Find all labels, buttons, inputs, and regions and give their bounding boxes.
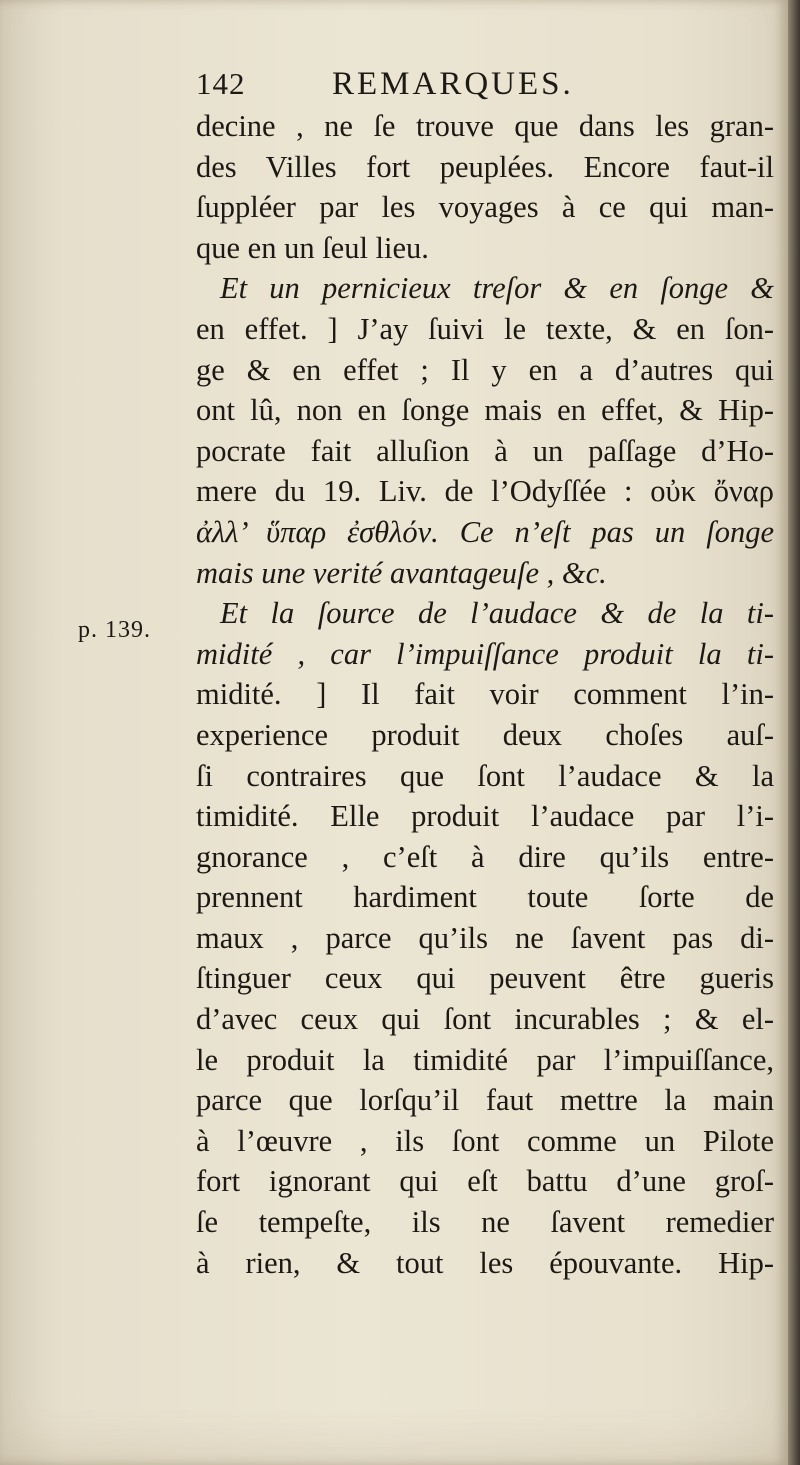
text-line: en effet. ] J’ay ſuivi le texte, & en ſon- [196, 311, 774, 346]
text-line: ἀλλ’ ὕπαρ ἐσθλόν. Ce n’eſt pas un ſonge [196, 514, 774, 549]
text-line: gnorance , c’eſt à dire qu’ils entre- [196, 839, 774, 874]
text-line: pocrate fait alluſion à un paſſage d’Ho- [196, 433, 774, 468]
text-line: mais une verité avantageuſe , &c. [196, 555, 607, 590]
page-edge-shadow [788, 0, 800, 1465]
text-line: ge & en effet ; Il y en a d’autres qui [196, 352, 774, 387]
running-title: REMARQUES. [332, 66, 574, 102]
text-line: midité. ] Il fait voir comment l’in- [196, 677, 774, 712]
text-line: ſi contraires que ſont l’audace & la [196, 758, 774, 793]
text-line: midité , car l’impuiſſance produit la ti- [196, 636, 774, 671]
text-line: à rien, & tout les épouvante. Hip- [196, 1245, 774, 1280]
text-line: fort ignorant qui eſt battu d’une groſ- [196, 1164, 774, 1199]
text-line: le produit la timidité par l’impuiſſance, [196, 1042, 774, 1077]
text-line: Et un pernicieux treſor & en ſonge & [220, 271, 774, 306]
page-header [196, 66, 756, 106]
text-line: maux , parce qu’ils ne ſavent pas di- [196, 920, 774, 955]
margin-reference-note: p. 139. [78, 617, 151, 643]
text-line: à l’œuvre , ils ſont comme un Pilote [196, 1123, 774, 1158]
text-line: parce que lorſqu’il faut mettre la main [196, 1083, 774, 1118]
text-line: d’avec ceux qui ſont incurables ; & el- [196, 1002, 774, 1037]
text-line: mere du 19. Liv. de l’Odyſſée : οὐκ ὄναρ [196, 474, 774, 509]
text-line: que en un ſeul lieu. [196, 230, 429, 265]
text-line: ont lû, non en ſonge mais en effet, & Hip- [196, 393, 774, 428]
text-line: ſuppléer par les voyages à ce qui man- [196, 190, 774, 225]
text-line: experience produit deux choſes auſ- [196, 717, 774, 752]
body-text [196, 106, 774, 1283]
text-line: des Villes fort peuplées. Encore faut-il [196, 149, 774, 184]
text-line: Et la ſource de l’audace & de la ti- [220, 596, 774, 631]
text-line: timidité. Elle produit l’audace par l’i- [196, 799, 774, 834]
page-number: 142 [196, 66, 246, 101]
text-line: decine , ne ſe trouve que dans les gran- [196, 109, 774, 143]
text-line: ſtinguer ceux qui peuvent être gueris [196, 961, 774, 996]
text-line: ſe tempeſte, ils ne ſavent remedier [196, 1205, 774, 1240]
text-line: prennent hardiment toute ſorte de [196, 880, 774, 915]
